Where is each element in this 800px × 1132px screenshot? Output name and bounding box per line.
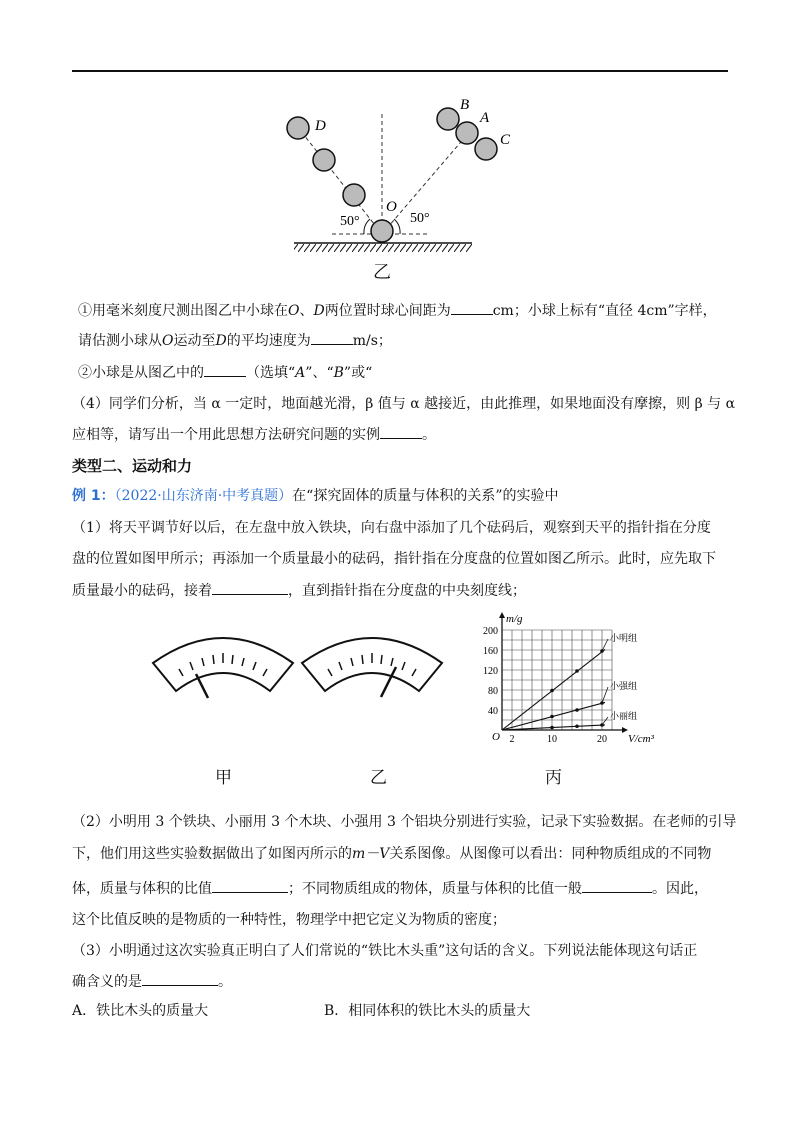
y-tick-label: 40 (488, 706, 498, 717)
data-point (550, 726, 554, 730)
label-angle-left: 50° (340, 214, 360, 229)
p1-line-3: 质量最小的砝码，接着 ，直到指针指在分度盘的中央刻度线； (72, 580, 526, 601)
balance-dial-jia (148, 625, 298, 705)
figure-yi-ball-reflection (280, 92, 540, 282)
ball-3 (343, 184, 365, 206)
balance-dial-yi (297, 625, 447, 705)
data-point (575, 669, 579, 673)
series-label: 小明组 (610, 633, 638, 643)
y-axis-arrow (499, 612, 505, 618)
p2-line-3: 体，质量与体积的比值 ；不同物质组成的物体，质量与体积的比值一般 。因此， (72, 878, 708, 899)
label-B: B (460, 97, 470, 113)
answer-blank-distance[interactable] (451, 300, 493, 315)
data-point (575, 708, 579, 712)
series-leader (602, 687, 608, 703)
p1-line-1: （1）将天平调节好以后，在左盘中放入铁块，向右盘中添加了几个砝码后，观察到天平的指针指在分度 (72, 520, 711, 536)
header-rule (72, 70, 728, 72)
ball-B (437, 108, 459, 130)
p3-line-2: 确含义的是 。 (72, 971, 232, 992)
data-point (575, 724, 579, 728)
example-header: 例 1：（2022·山东济南·中考真题）在“探究固体的质量与体积的关系”的实验中 (72, 488, 559, 504)
q1b-line: 请估测小球从O运动至D的平均速度为 m/s； (78, 330, 392, 351)
x-tick-label: 2 (509, 734, 515, 745)
caption-yi: 乙 (370, 768, 387, 788)
answer-blank-choice[interactable] (142, 971, 218, 986)
origin-label: O (492, 731, 500, 743)
label-C: C (500, 132, 511, 148)
label-angle-right: 50° (410, 211, 430, 226)
q2-line: ②小球是从图乙中的 （选填“A”、“B”或“ (78, 362, 372, 383)
caption-jia: 甲 (215, 768, 232, 788)
q1-line: ①用毫米刻度尺测出图乙中小球在O、D两位置时球心间距为 cm；小球上标有“直径 4cm”字样， (78, 300, 717, 321)
figure-yi-caption: 乙 (373, 262, 391, 283)
ball-C (475, 138, 497, 160)
series-label: 小强组 (610, 681, 638, 691)
p2-line-4: 这个比值反映的是物质的一种特性，物理学中把它定义为物质的密度； (72, 912, 506, 928)
p1-line-2: 盘的位置如图甲所示；再添加一个质量最小的砝码，指针指在分度盘的位置如图乙所示。此时，应先取下 (72, 551, 716, 567)
answer-blank-different-substance[interactable] (582, 878, 652, 893)
mv-chart (470, 612, 680, 752)
p3-line-1: （3）小明通过这次实验真正明白了人们常说的“铁比木头重”这句话的含义。下列说法能体现这句话正 (72, 943, 698, 959)
option-b[interactable]: B．相同体积的铁比木头的质量大 (324, 1003, 531, 1019)
ball-2 (313, 149, 335, 171)
section-title: 类型二、运动和力 (72, 457, 193, 475)
label-A: A (480, 110, 490, 126)
x-axis-label: V/cm³ (628, 733, 654, 745)
answer-blank-next-step[interactable] (212, 580, 288, 595)
pointer-yi (381, 667, 396, 697)
x-tick-label: 20 (597, 734, 607, 745)
x-tick-label: 10 (547, 734, 557, 745)
answer-blank-position[interactable] (204, 362, 246, 377)
caption-bing: 丙 (545, 768, 562, 788)
y-tick-label: 160 (483, 646, 498, 657)
y-tick-label: 120 (483, 666, 498, 677)
label-D: D (315, 118, 326, 134)
data-point (550, 715, 554, 719)
y-tick-label: 80 (488, 686, 498, 697)
answer-blank-speed[interactable] (311, 330, 353, 345)
q4-line-1: （4）同学们分析，当 α 一定时，地面越光滑，β 值与 α 越接近，由此推理，如果地面没有摩擦，则 β 与 α (72, 396, 736, 412)
ball-A (456, 122, 478, 144)
option-a[interactable]: A．铁比木头的质量大 (72, 1003, 209, 1019)
p2-line-1: （2）小明用 3 个铁块、小丽用 3 个木块、小强用 3 个铝块分别进行实验，记录下实验数据。在老师的引导 (72, 814, 737, 830)
series-label: 小丽组 (610, 711, 638, 721)
y-tick-label: 200 (483, 626, 498, 637)
data-point (550, 689, 554, 693)
q4-line-2: 应相等，请写出一个用此思想方法研究问题的实例 。 (72, 424, 436, 445)
ball-O (371, 220, 393, 242)
answer-blank-example[interactable] (380, 424, 422, 439)
answer-blank-same-substance[interactable] (212, 878, 288, 893)
ball-D (287, 117, 309, 139)
series-leader (602, 717, 608, 725)
series-leader (602, 639, 608, 651)
p2-line-2: 下，他们用这些实验数据做出了如图丙所示的m－V关系图像。从图像可以看出：同种物质组成的不同物 (72, 846, 712, 862)
label-O: O (386, 199, 397, 215)
y-axis-label: m/g (506, 613, 523, 625)
